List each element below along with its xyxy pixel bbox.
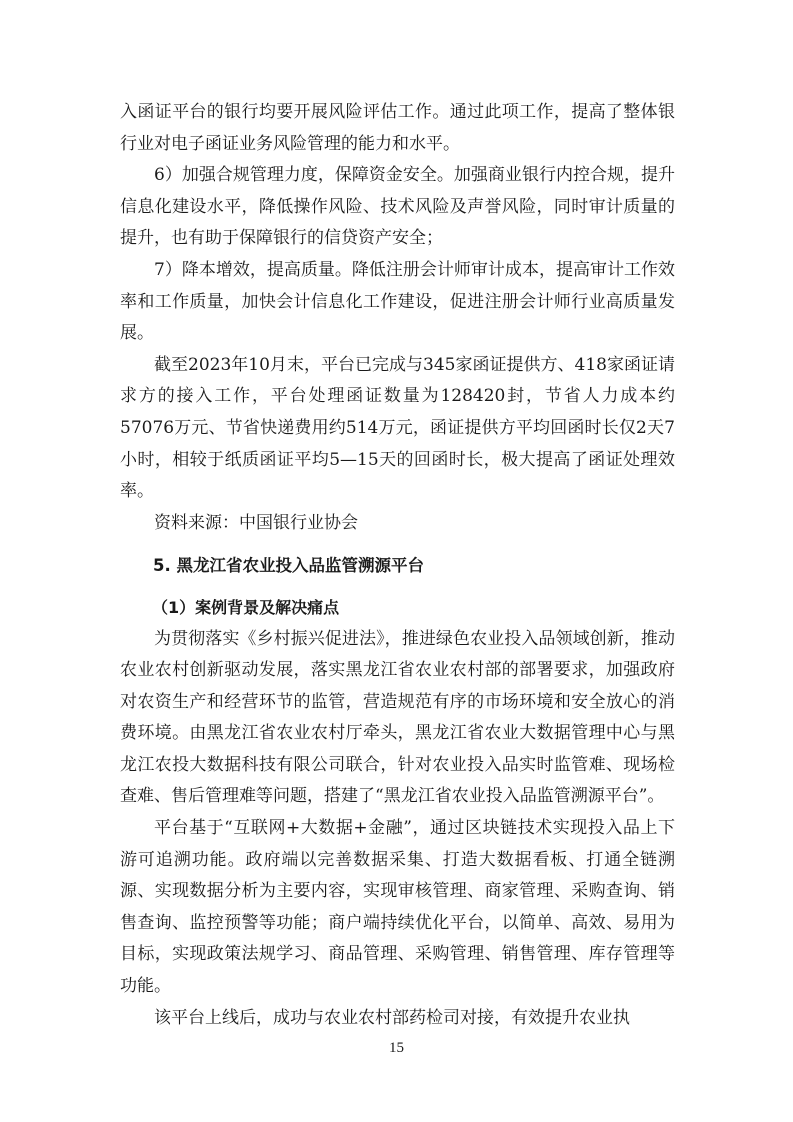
paragraph-continuation: 入函证平台的银行均要开展风险评估工作。通过此项工作，提高了整体银行业对电子函证业务风险管理的能力和水平。 [120, 102, 675, 154]
page-number: 15 [389, 1040, 404, 1056]
paragraph-item-6: 6）加强合规管理力度，保障资金安全。加强商业银行内控合规，提升信息化建设水平，降低操作风险、技术风险及声誉风险，同时审计质量的提升，也有助于保障银行的信贷资产安全； [120, 165, 675, 249]
paragraph-results: 该平台上线后，成功与农业农村部药检司对接，有效提升农业执 [154, 1007, 630, 1028]
source-note: 资料来源：中国银行业协会 [154, 512, 358, 533]
section-heading: 5. 黑龙江省农业投入品监管溯源平台 [153, 556, 424, 576]
paragraph-item-7: 7）降本增效，提高质量。降低注册会计师审计成本，提高审计工作效率和工作质量，加快会计信息化工作建设，促进注册会计师行业高质量发展。 [120, 259, 675, 344]
paragraph-background: 为贯彻落实《乡村振兴促进法》，推进绿色农业投入品领域创新，推动农业农村创新驱动发展，落实黑龙江省农业农村部的部署要求，加强政府对农资生产和经营环节的监管，营造规范有序的市场环境和安全放心的消费环境。由黑龙江省农业农村厅牵头，黑龙江省农业大数据管理中心与黑龙江农投大数据科技有限公司联合，针对农业投入品实时监管难、现场检查难、售后管理难等问题，搭建了“黑龙江省农业投入品监管溯源平台”。 [120, 628, 675, 807]
page-body [120, 97, 675, 1034]
paragraph-statistics: 截至2023年10月末，平台已完成与345家函证提供方、418家函证请求方的接入工作，平台处理函证数量为128420封，节省人力成本约57076万元、节省快递费用约514万元，函证提供方平均回函时长仅2天7小时，相较于纸质函证平均5—15天的回函时长，极大提高了函证处理效率。 [120, 354, 675, 502]
paragraph-platform: 平台基于“互联网+大数据+金融”，通过区块链技术实现投入品上下游可追溯功能。政府端以完善数据采集、打造大数据看板、打通全链溯源、实现数据分析为主要内容，实现审核管理、商家管理、采购查询、销售查询、监控预警等功能；商户端持续优化平台，以简单、高效、易用为目标，实现政策法规学习、商品管理、采购管理、销售管理、库存管理等功能。 [120, 818, 675, 997]
subsection-heading: （1）案例背景及解决痛点 [152, 597, 340, 617]
